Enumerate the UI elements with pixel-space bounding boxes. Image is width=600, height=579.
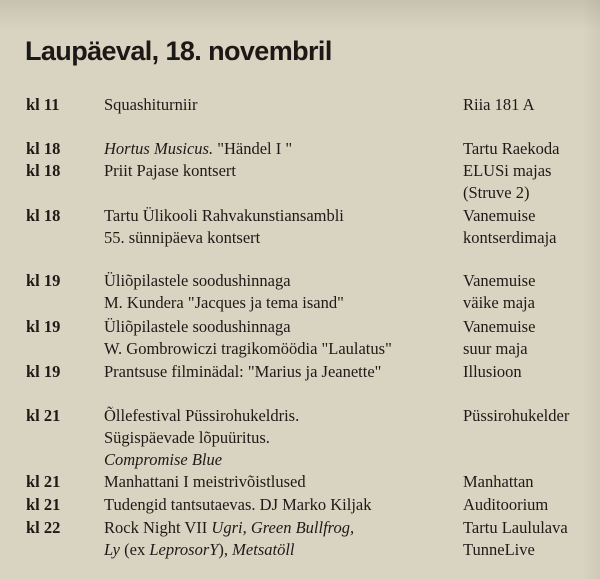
event-description-line (104, 338, 392, 360)
event-venue-line: Vanemuise (463, 317, 536, 336)
event-text: Rock Night VII (104, 518, 212, 537)
event-venue (463, 405, 569, 427)
event-text: (ex (120, 540, 150, 559)
event-venue-line: Tartu Raekoda (463, 139, 560, 158)
event-description (104, 94, 198, 116)
event-text: Üliõpilastele soodushinnaga (104, 271, 291, 290)
event-description-line (104, 270, 344, 292)
event-description-line (104, 292, 344, 314)
event-venue-line: Püssirohukelder (463, 406, 570, 425)
event-time: kl 21 (26, 495, 61, 514)
event-description (104, 160, 236, 182)
event-venue-line: Manhattan (463, 472, 534, 491)
event-text: W. Gombrowiczi tragikomöödia "Laulatus" (104, 339, 392, 358)
page-title: Laupäeval, 18. novembril (25, 36, 332, 66)
event-description-line (104, 205, 344, 227)
event-time: kl 18 (26, 161, 61, 180)
page-top-shadow (0, 0, 600, 30)
event-time: kl 18 (26, 139, 61, 158)
event-description (104, 471, 306, 493)
event-venue-line: (Struve 2) (463, 183, 530, 202)
event-venue-line: Illusioon (463, 362, 522, 381)
event-text: Tudengid tantsutaevas. DJ Marko Kiljak (104, 495, 372, 514)
event-time: kl 21 (26, 406, 61, 425)
event-time: kl 19 (26, 362, 61, 381)
event-venue (463, 517, 568, 561)
event-text: 55. sünnipäeva kontsert (104, 228, 261, 247)
event-text: Ly (104, 540, 121, 559)
event-venue-line: Riia 181 A (463, 95, 535, 114)
event-venue (463, 361, 522, 383)
event-description-line (104, 361, 381, 383)
event-venue-line: Auditoorium (463, 495, 549, 514)
event-venue-line: Vanemuise (463, 271, 536, 290)
event-time: kl 22 (26, 518, 61, 537)
event-text: Hortus Musicus. (104, 139, 214, 158)
event-description (104, 205, 344, 249)
event-text: Metsatöll (232, 540, 295, 559)
event-text: Priit Pajase kontsert (104, 161, 236, 180)
event-description-line (104, 427, 299, 449)
event-description (104, 494, 372, 516)
event-text: "Händel I " (213, 139, 293, 158)
event-venue-line: kontserdimaja (463, 228, 557, 247)
event-text: Squashiturniir (104, 95, 198, 114)
event-text: Compromise Blue (104, 450, 223, 469)
event-description (104, 361, 381, 383)
event-description (104, 270, 344, 314)
event-venue-line: väike maja (463, 293, 535, 312)
event-text: Prantsuse filminädal: "Marius ja Jeanette" (104, 362, 382, 381)
event-description-line (104, 405, 299, 427)
event-time: kl 21 (26, 472, 61, 491)
event-description (104, 316, 392, 360)
page-right-shadow (582, 0, 600, 579)
event-venue (463, 205, 556, 249)
event-time: kl 11 (26, 95, 60, 114)
event-venue (463, 471, 534, 493)
event-text: LeprosorY (149, 540, 219, 559)
event-description-line (104, 471, 306, 493)
event-description-line (104, 227, 344, 249)
event-venue-line: suur maja (463, 339, 528, 358)
event-text: M. Kundera "Jacques ja tema isand" (104, 293, 344, 312)
event-venue (463, 316, 535, 360)
event-venue-line: Tartu Laululava (463, 518, 568, 537)
event-time: kl 19 (26, 317, 61, 336)
event-description-line (104, 449, 299, 471)
event-text: Tartu Ülikooli Rahvakunstiansambli (104, 206, 344, 225)
event-description-line (104, 160, 236, 182)
event-description (104, 138, 292, 160)
event-venue-line: Vanemuise (463, 206, 536, 225)
event-text: Ugri, Green Bullfrog, (211, 518, 355, 537)
event-description-line (104, 517, 354, 539)
event-time: kl 19 (26, 271, 61, 290)
event-venue (463, 270, 535, 314)
event-description-line (104, 539, 354, 561)
event-venue (463, 94, 535, 116)
event-text: ), (218, 540, 233, 559)
event-venue (463, 494, 548, 516)
event-description-line (104, 316, 392, 338)
event-venue-line: TunneLive (463, 540, 535, 559)
event-text: Õllefestival Püssirohukeldris. (104, 406, 300, 425)
event-text: Sügispäevade lõpuüritus. (104, 428, 270, 447)
event-description-line (104, 94, 198, 116)
event-venue (463, 160, 551, 204)
event-description-line (104, 494, 372, 516)
event-description (104, 517, 354, 561)
event-description-line (104, 138, 292, 160)
event-venue-line: ELUSi majas (463, 161, 552, 180)
event-venue (463, 138, 559, 160)
event-text: Manhattani I meistrivõistlused (104, 472, 306, 491)
event-description (104, 405, 299, 471)
event-time: kl 18 (26, 206, 61, 225)
event-text: Üliõpilastele soodushinnaga (104, 317, 291, 336)
